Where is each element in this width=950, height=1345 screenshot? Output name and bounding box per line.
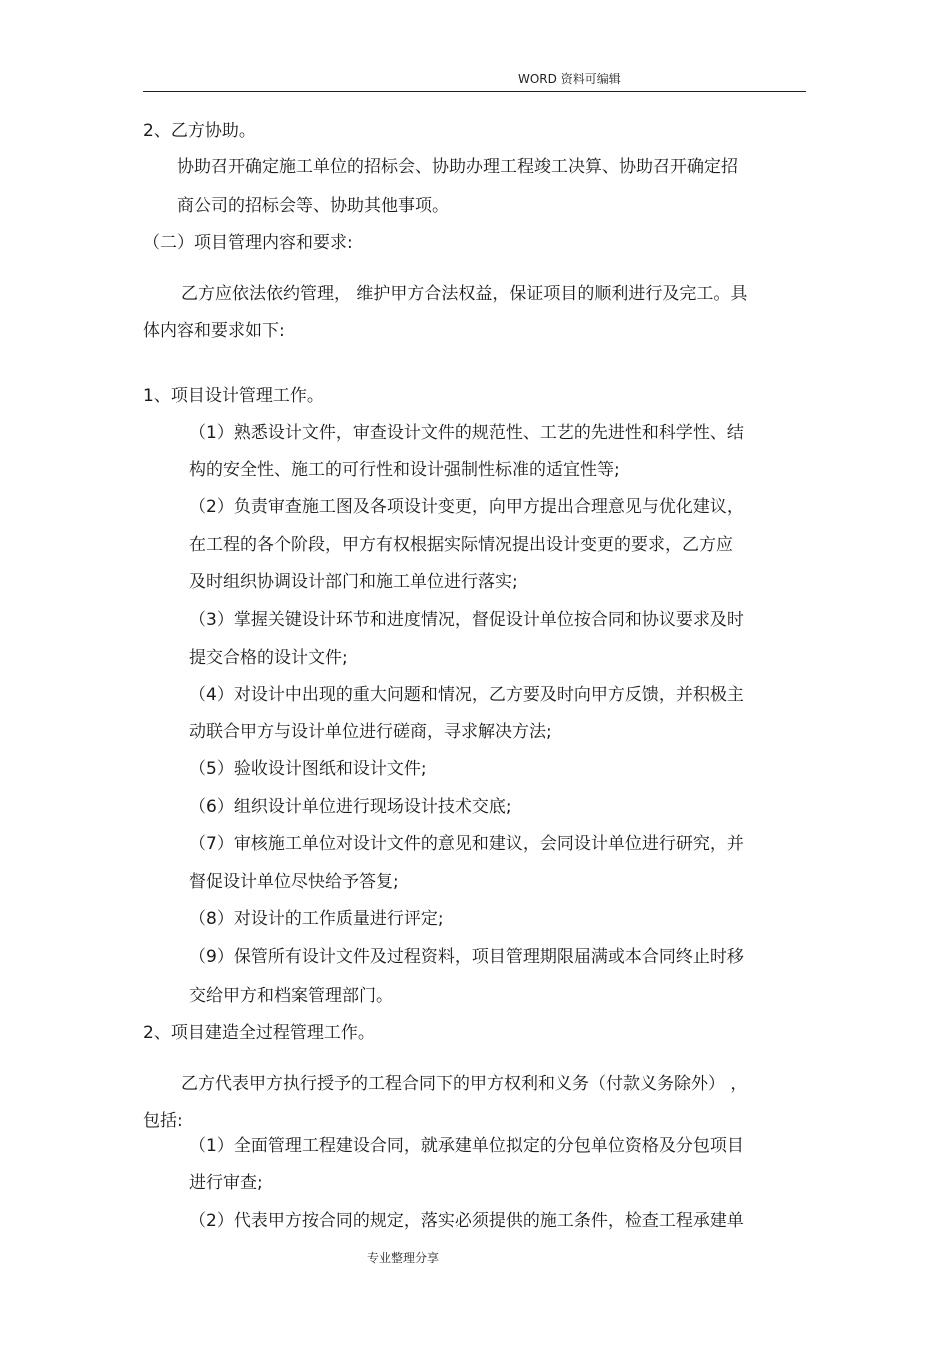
list-item: （6）组织设计单位进行现场设计技术交底; bbox=[189, 797, 512, 817]
body-line: 体内容和要求如下: bbox=[143, 321, 285, 341]
list-item: （3）掌握关键设计环节和进度情况，督促设计单位按合同和协议要求及时 bbox=[189, 610, 744, 630]
list-item: 进行审查; bbox=[189, 1173, 263, 1193]
list-item: 交给甲方和档案管理部门。 bbox=[189, 986, 393, 1006]
body-line: 2、乙方协助。 bbox=[143, 121, 256, 141]
list-item: （2）代表甲方按合同的规定，落实必须提供的施工条件，检查工程承建单 bbox=[189, 1211, 744, 1231]
list-item: （1）熟悉设计文件，审查设计文件的规范性、工艺的先进性和科学性、结 bbox=[189, 423, 744, 443]
section-heading: （二）项目管理内容和要求: bbox=[143, 233, 353, 253]
body-line: 包括: bbox=[143, 1111, 183, 1131]
body-line: 商公司的招标会等、协助其他事项。 bbox=[177, 196, 449, 216]
list-item: 督促设计单位尽快给予答复; bbox=[189, 872, 399, 892]
list-item: （4）对设计中出现的重大问题和情况，乙方要及时向甲方反馈，并积极主 bbox=[189, 685, 744, 705]
header-text: WORD 资料可编辑 bbox=[518, 72, 621, 86]
list-item: 及时组织协调设计部门和施工单位进行落实; bbox=[189, 572, 518, 592]
section-heading: 1、项目设计管理工作。 bbox=[143, 386, 324, 406]
list-item: （5）验收设计图纸和设计文件; bbox=[189, 759, 427, 779]
list-item: 提交合格的设计文件; bbox=[189, 648, 348, 668]
list-item: （9）保管所有设计文件及过程资料，项目管理期限届满或本合同终止时移 bbox=[189, 947, 744, 967]
list-item: （2）负责审查施工图及各项设计变更，向甲方提出合理意见与优化建议， bbox=[189, 497, 744, 517]
body-line: 乙方应依法依约管理， 维护甲方合法权益，保证项目的顺利进行及完工。具 bbox=[181, 284, 748, 304]
list-item: （8）对设计的工作质量进行评定; bbox=[189, 909, 444, 929]
section-heading: 2、项目建造全过程管理工作。 bbox=[143, 1023, 375, 1043]
body-line: 乙方代表甲方执行授予的工程合同下的甲方权利和义务（付款义务除外） ， bbox=[181, 1074, 748, 1094]
list-item: 构的安全性、施工的可行性和设计强制性标准的适宜性等; bbox=[189, 460, 620, 480]
list-item: （7）审核施工单位对设计文件的意见和建议，会同设计单位进行研究，并 bbox=[189, 834, 744, 854]
list-item: 动联合甲方与设计单位进行磋商，寻求解决方法; bbox=[189, 722, 552, 742]
list-item: （1）全面管理工程建设合同，就承建单位拟定的分包单位资格及分包项目 bbox=[189, 1136, 744, 1156]
list-item: 在工程的各个阶段，甲方有权根据实际情况提出设计变更的要求，乙方应 bbox=[189, 535, 733, 555]
page-header bbox=[143, 66, 806, 92]
page-footer: 专业整理分享 bbox=[367, 1251, 440, 1265]
body-line: 协助召开确定施工单位的招标会、协助办理工程竣工决算、协助召开确定招 bbox=[177, 157, 738, 177]
